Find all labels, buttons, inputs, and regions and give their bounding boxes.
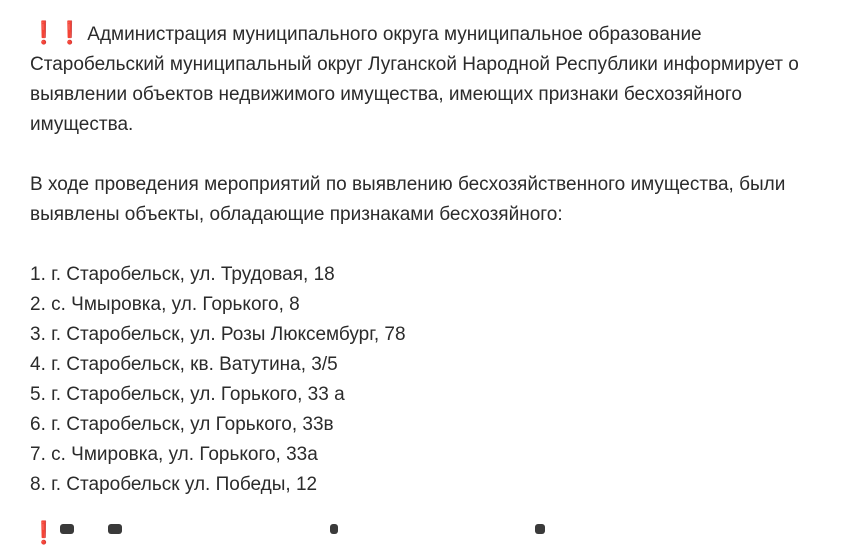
list-item: 7. с. Чмировка, ул. Горького, 33а — [30, 444, 318, 465]
cut-off-text — [108, 524, 122, 534]
exclamation-icon: ❗ — [56, 20, 84, 45]
list-item: 8. г. Старобельск ул. Победы, 12 — [30, 474, 318, 495]
cut-off-text — [60, 524, 74, 534]
body-paragraph: В ходе проведения мероприятий по выявлению бесхозяйственного имущества, были выявлены объекты, обладающие признаками бесхозяйного: — [30, 174, 786, 225]
post-body — [30, 18, 820, 500]
intro-paragraph — [30, 18, 820, 140]
previous-post-fragment — [30, 0, 390, 2]
list-item: 6. г. Старобельск, ул Горького, 33в — [30, 414, 334, 435]
next-paragraph-fragment — [30, 518, 730, 545]
list-item: 4. г. Старобельск, кв. Ватутина, 3/5 — [30, 354, 338, 375]
list-item: 3. г. Старобельск, ул. Розы Люксембург, 78 — [30, 324, 406, 345]
list-item: 5. г. Старобельск, ул. Горького, 33 а — [30, 384, 345, 405]
exclamation-icon: ❗ — [30, 20, 58, 45]
cut-off-text — [330, 524, 338, 534]
list-item: 1. г. Старобельск, ул. Трудовая, 18 — [30, 264, 335, 285]
cut-off-text — [535, 524, 545, 534]
intro-text: Администрация муниципального округа муниципальное образование Старобельский муниципальный округ Луганской Народной Республики информирует о выявлении объектов недвижимого имущества, имеющих признаки бесхозяйного имущества. — [30, 24, 799, 135]
object-list — [30, 260, 820, 500]
exclamation-icon: ❗ — [30, 520, 58, 545]
list-item: 2. с. Чмыровка, ул. Горького, 8 — [30, 294, 300, 315]
